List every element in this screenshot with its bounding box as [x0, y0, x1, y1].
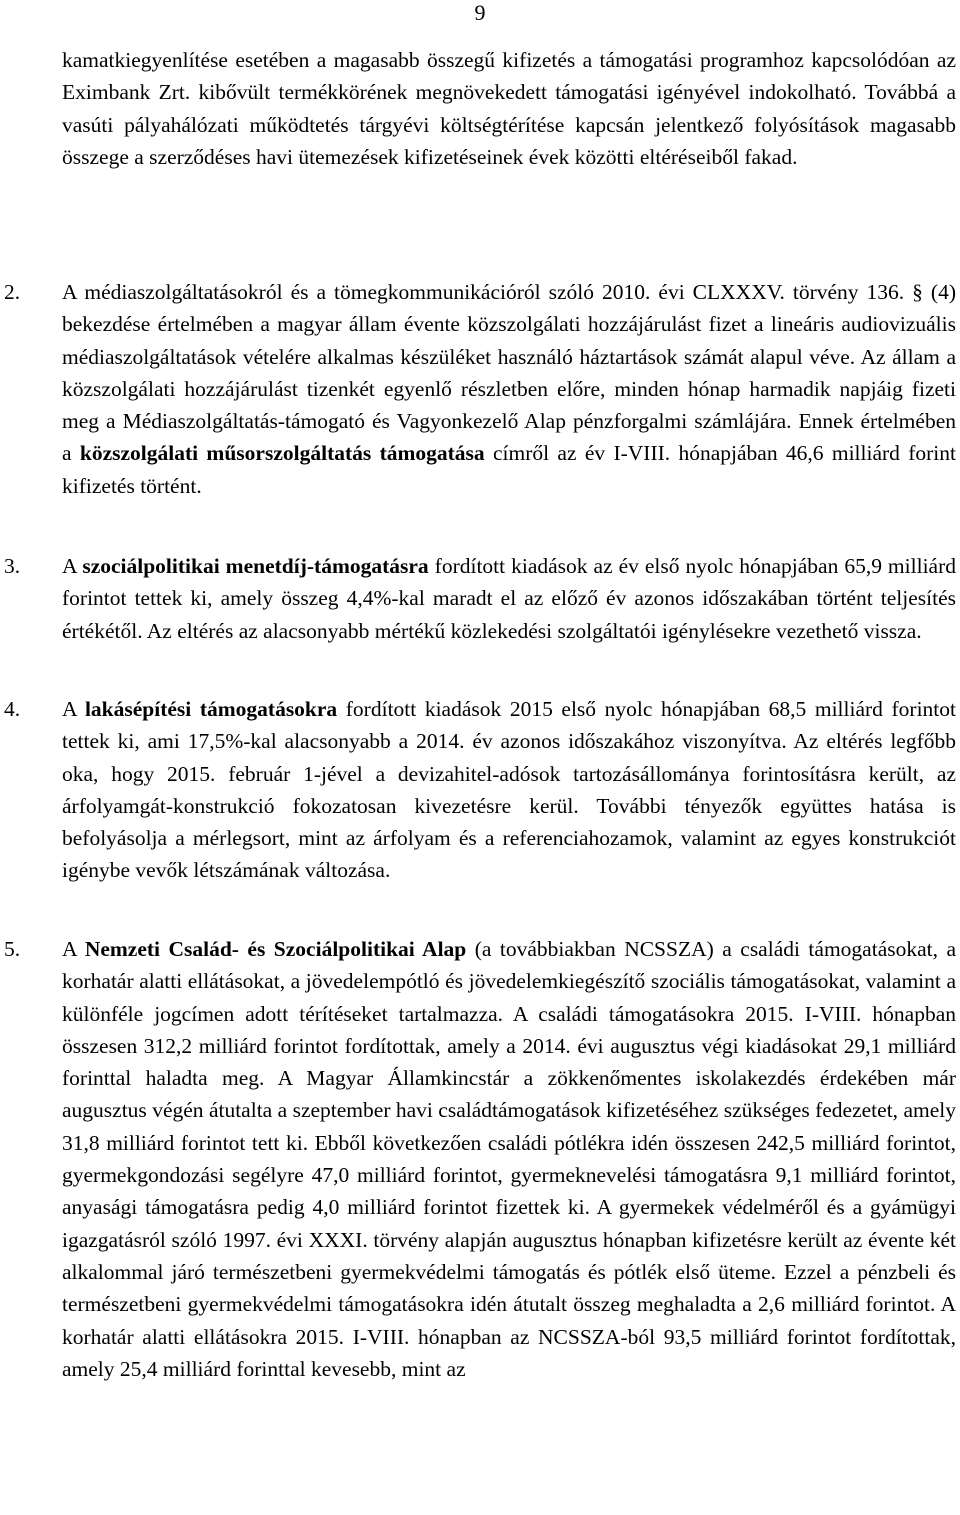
list-item-3 — [4, 550, 956, 647]
list-item-bold-term: közszolgálati műsorszolgáltatás támogatása — [79, 441, 485, 466]
list-item-bold-term: szociálpolitikai menetdíj-támogatásra — [82, 554, 429, 578]
list-item-4 — [4, 693, 957, 887]
paragraph-continuation: kamatkiegyenlítése esetében a magasabb összegű kifizetés a támogatási programhoz kapcsolódóan az Eximbank Zrt. kibővült termékkörének megnövekedett támogatási igényével indokolható. Továbbá a vasúti pályahálózati működtetés tárgyévi költségtérítése kapcsán jelentkező folyósítások magasabb összege a szerződéses havi ütemezések kifizetéseinek évek közötti eltéréseiből fakad. — [62, 48, 956, 169]
list-item-text: fordított kiadások az év első nyolc hónapjában 65,9 milliárd forintot tettek ki, amely összeg 4,4%-kal maradt el az előző év azonos időszakában történt teljesítés értékétől. Az eltérés az alacsonyabb mértékű közlekedési szolgáltatói igénylésekre vezethető vissza. — [62, 554, 956, 643]
list-item-5 — [4, 933, 956, 1385]
list-item-number: 2. — [4, 280, 21, 304]
list-item-text: A médiaszolgáltatásokról és a tömegkommunikációról szóló 2010. évi CLXXXV. törvény 136. § (4) bekezdése értelmében a magyar állam évente közszolgálati hozzájárulást fizet a lineáris audiovizuális médiaszolgáltatások vételére alkalmas készüléket használó háztartások számát alapul véve. Az állam a közszolgálati hozzájárulást tizenkét egyenlő részletben előre, minden hónap harmadik napjáig fizeti meg a Médiaszolgáltatás-támogató és Vagyonkezelő Alap pénzforgalmi számlájára. Ennek értelmében a — [62, 280, 956, 466]
list-item-number: 4. — [4, 697, 21, 721]
page-number: 9 — [474, 0, 486, 25]
list-item-2 — [4, 276, 957, 502]
list-item-bold-term: lakásépítési támogatásokra — [84, 697, 338, 721]
list-item-text: A — [62, 937, 85, 961]
list-item-text: A — [62, 697, 85, 721]
list-item-text: címről az év I-VIII. hónapjában 46,6 milliárd forint kifizetés történt. — [62, 441, 957, 498]
list-item-text: A — [62, 554, 83, 578]
list-item-number: 5. — [4, 937, 21, 961]
list-item-number: 3. — [4, 554, 21, 578]
list-item-text: (a továbbiakban NCSSZA) a családi támogatásokat, a korhatár alatti ellátásokat, a jövedelempótló és jövedelemkiegészítő szociális támogatásokat, valamint a különféle jogcímen adott térítéseket tartalmazza. A családi támogatásokra 2015. I-VIII. hónapban összesen 312,2 milliárd forintot fordítottak, amely a 2014. évi augusztus végi kiadásokat 29,1 milliárd forinttal haladta meg. A Magyar Államkincstár a zökkenőmentes iskolakezdés érdekében már augusztus végén átutalta a szeptember havi családtámogatások kifizetéséhez szükséges fedezetet, amely 31,8 milliárd forintot tett ki. Ebből következően családi pótlékra idén összesen 242,5 milliárd forintot, gyermekgondozási segélyre 47,0 milliárd forintot, gyermeknevelési támogatásra 9,1 milliárd forintot, anyasági támogatásra pedig 4,0 milliárd forintot fizettek ki. A gyermekek védelméről és a gyámügyi igazgatásról szóló 1997. évi XXXI. törvény alapján augusztus hónapban kifizetésre került az évente két alkalommal járó természetbeni gyermekvédelmi támogatás és pótlék első üteme. Ezzel a pénzbeli és természetbeni gyermekvédelmi támogatásokra idén átutalt összeg meghaladta a 2,6 milliárd forintot. A korhatár alatti ellátásokra 2015. I-VIII. hónapban az NCSSZA-ból 93,5 milliárd forintot fordítottak, amely 25,4 milliárd forinttal kevesebb, mint az — [62, 937, 956, 1381]
list-item-text: fordított kiadások 2015 első nyolc hónapjában 68,5 milliárd forintot tettek ki, ami 17,5%-kal alacsonyabb a 2014. év azonos időszakához viszonyítva. Az eltérés legfőbb oka, hogy 2015. február 1-jével a devizahitel-adósok tartozásállománya forintosításra került, az árfolyamgát-konstrukció fokozatosan kivezetésre kerül. További tényezők együttes hatása is befolyásolja a mérlegsort, mint az árfolyam és a referenciahozamok, valamint az egyes konstrukciót igénybe vevők létszámának változása. — [62, 697, 957, 883]
list-item-bold-term: Nemzeti Család- és Szociálpolitikai Alap — [84, 937, 467, 961]
